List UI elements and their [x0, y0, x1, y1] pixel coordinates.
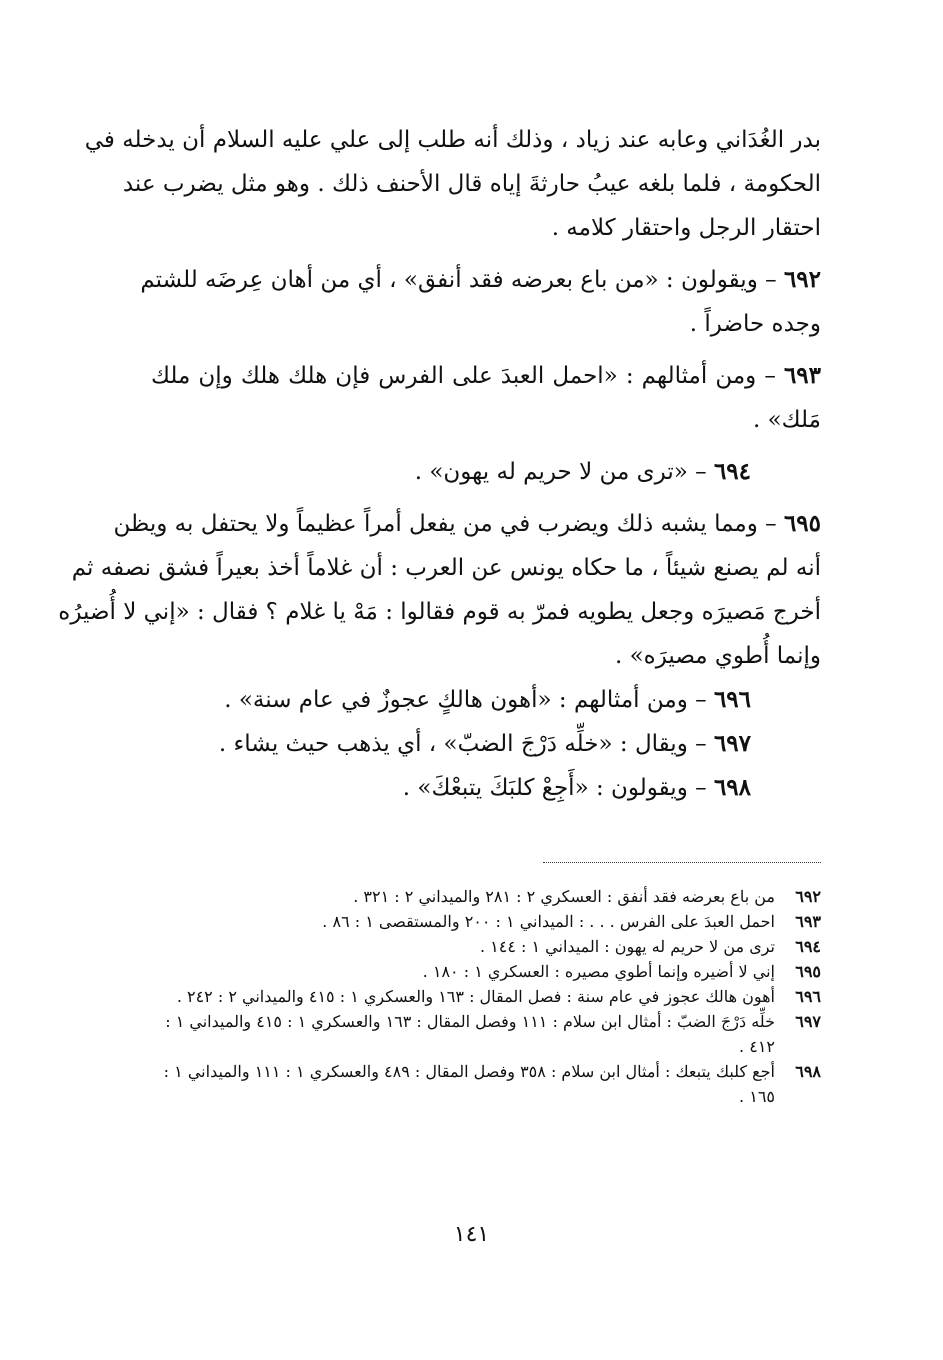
footnote-item — [151, 1009, 821, 1059]
footnote-item — [151, 1059, 821, 1109]
spacer — [151, 442, 821, 450]
entry-number: ٦٩٢ — [783, 266, 821, 293]
entry-number: ٦٩٧ — [713, 730, 751, 757]
entry-text: – ومن أمثالهم : «احمل العبدَ على الفرس فإن هلك هلك وإن ملك — [151, 363, 784, 389]
entry-text: – ومما يشبه ذلك ويضرب في من يفعل أمراً عظيماً ولا يحتفل به ويظن — [113, 511, 784, 537]
text-line: وإنما أُطوي مصيرَه» . — [614, 643, 821, 669]
footnote-text: إني لا أضيره وإنما أطوي مصيره : العسكري ١ : ١٨٠ . — [422, 962, 775, 981]
footnote-number: ٦٩٨ — [795, 1062, 821, 1081]
entry-number: ٦٩٣ — [783, 362, 821, 389]
footnote-text: احمل العبدَ على الفرس . . . : الميداني ١ : ٢٠٠ والمستقصى ١ : ٨٦ . — [322, 912, 775, 931]
entry-number: ٦٩٤ — [713, 458, 751, 485]
entry-text: – ويقولون : «أَجِعْ كلبَكَ يتبعْكَ» . — [402, 775, 714, 801]
footnote-item — [151, 934, 821, 959]
entry-number: ٦٩٨ — [713, 774, 751, 801]
footnote-divider — [543, 862, 821, 863]
footnote-item — [151, 959, 821, 984]
footnote-number: ٦٩٦ — [795, 987, 821, 1006]
entry-692 — [140, 258, 821, 302]
text-line: الحكومة ، فلما بلغه عيبُ حارثةَ إياه قال الأحنف ذلك . وهو مثل يضرب عند — [122, 171, 821, 197]
entry-695 — [113, 502, 821, 546]
text-line: أنه لم يصنع شيئاً ، ما حكاه يونس عن العرب : أن غلاماً أخذ بعيراً فشق نصفه ثم — [71, 555, 821, 581]
footnote-item — [151, 884, 821, 909]
text-line: أخرج مَصيرَه وجعل يطويه فمرّ به قوم فقالوا : مَهْ يا غلام ؟ فقال : «إني لا أُضيرُه — [58, 599, 821, 625]
footnote-number: ٦٩٣ — [795, 912, 821, 931]
entry-text: – ومن أمثالهم : «أهون هالكٍ عجوزٌ في عام سنة» . — [224, 687, 714, 713]
text-line: مَلك» . — [752, 407, 821, 433]
entry-number: ٦٩٦ — [713, 686, 751, 713]
footnote-number: ٦٩٥ — [795, 962, 821, 981]
entry-697 — [151, 722, 821, 766]
footnote-text: خلِّه دَرْجَ الضبّ : أمثال ابن سلام : ١١١ وفصل المقال : ١٦٣ والعسكري ١ : ٤١٥ والميداني ١ : ٤١٢ . — [165, 1012, 775, 1056]
entry-text: – ويقولون : «من باع بعرضه فقد أنفق» ، أي من أهان عِرضَه للشتم — [140, 267, 784, 293]
footnote-text: أهون هالك عجوز في عام سنة : فصل المقال : ١٦٣ والعسكري ١ : ٤١٥ والميداني ٢ : ٢٤٢ . — [176, 987, 775, 1006]
footnote-text: ترى من لا حريم له يهون : الميداني ١ : ١٤٤ . — [479, 937, 775, 956]
footnote-number: ٦٩٧ — [795, 1012, 821, 1031]
spacer — [151, 494, 821, 502]
text-line: بدر الغُدَاني وعابه عند زياد ، وذلك أنه طلب إلى علي عليه السلام أن يدخله في — [84, 127, 821, 153]
entry-text: – ويقال : «خلِّه دَرْجَ الضبّ» ، أي يذهب حيث يشاء . — [218, 731, 714, 757]
entry-694 — [151, 450, 821, 494]
footnote-text: أجع كلبك يتبعك : أمثال ابن سلام : ٣٥٨ وفصل المقال : ٤٨٩ والعسكري ١ : ١١١ والميداني ١ : ١٦٥ . — [163, 1062, 775, 1106]
text-line: وجده حاضراً . — [689, 311, 821, 337]
main-text — [58, 118, 821, 810]
entry-698 — [151, 766, 821, 810]
entry-number: ٦٩٥ — [783, 510, 821, 537]
entry-696 — [151, 678, 821, 722]
spacer — [151, 250, 821, 258]
entry-text: – «ترى من لا حريم له يهون» . — [414, 459, 714, 485]
footnote-item — [151, 984, 821, 1009]
text-line: احتقار الرجل واحتقار كلامه . — [551, 215, 821, 241]
footnote-item — [151, 909, 821, 934]
footnotes — [151, 884, 821, 1109]
footnote-number: ٦٩٤ — [795, 937, 821, 956]
entry-693 — [151, 354, 821, 398]
footnote-number: ٦٩٢ — [795, 887, 821, 906]
page-number: ١٤١ — [453, 1222, 490, 1247]
spacer — [151, 346, 821, 354]
footnote-text: من باع بعرضه فقد أنفق : العسكري ٢ : ٢٨١ والميداني ٢ : ٣٢١ . — [353, 887, 775, 906]
